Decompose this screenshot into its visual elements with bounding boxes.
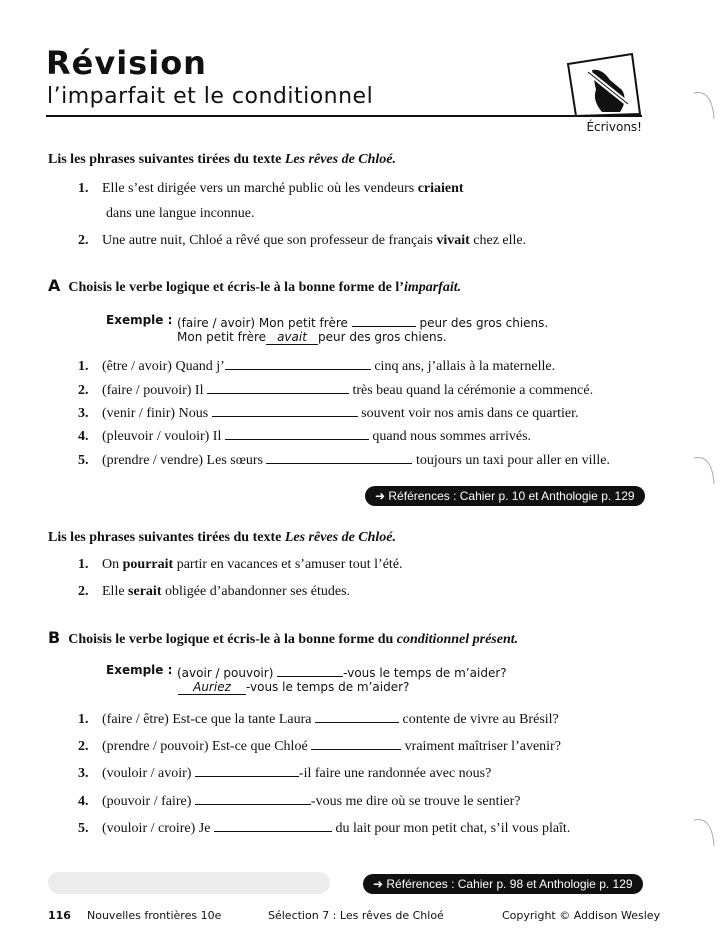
answer-blank[interactable] bbox=[225, 426, 369, 440]
instruction: Lis les phrases suivantes tirées du texte Les rêves de Chloé. bbox=[48, 530, 397, 545]
exercise-item: 4. (pouvoir / faire) -vous me dire où se trouve le sentier? bbox=[78, 791, 520, 811]
exercise-item: 1. (être / avoir) Quand j’ cinq ans, j’allais à la maternelle. bbox=[78, 356, 555, 376]
book-title: Nouvelles frontières 10e bbox=[87, 909, 222, 922]
exercise-item: 2. (prendre / pouvoir) Est-ce que Chloé vraiment maîtriser l’avenir? bbox=[78, 736, 561, 756]
list-item: 1. On pourrait partir en vacances et s’amuser tout l’été. bbox=[78, 557, 403, 572]
answer-blank[interactable] bbox=[195, 791, 311, 805]
writing-hand-icon bbox=[562, 50, 644, 118]
answer-blank[interactable] bbox=[315, 709, 399, 723]
answer-blank[interactable] bbox=[207, 380, 349, 394]
exercise-item: 3. (vouloir / avoir) -il faire une randonnée avec nous? bbox=[78, 763, 491, 783]
section-label: Écrivons! bbox=[586, 120, 642, 134]
exercise-item: 3. (venir / finir) Nous souvent voir nos amis dans ce quartier. bbox=[78, 403, 579, 423]
exercise-item: 5. (vouloir / croire) Je du lait pour mon petit chat, s’il vous plaît. bbox=[78, 818, 570, 838]
faded-banner bbox=[48, 872, 330, 894]
list-item: 1. Elle s’est dirigée vers un marché public où les vendeurs criaient bbox=[78, 181, 464, 196]
binder-hole-mark bbox=[690, 450, 720, 490]
example-line: (avoir / pouvoir) -vous le temps de m’aider? bbox=[177, 663, 507, 680]
references-badge: ➜ Références : Cahier p. 98 et Anthologie p. 129 bbox=[363, 874, 643, 894]
references-badge: ➜ Références : Cahier p. 10 et Anthologie p. 129 bbox=[365, 486, 645, 506]
page-title: Révision bbox=[46, 44, 207, 82]
section-b-heading: B Choisis le verbe logique et écris-le à la bonne forme du conditionnel présent. bbox=[48, 628, 519, 647]
answer-blank[interactable] bbox=[195, 763, 299, 777]
exercise-item: 5. (prendre / vendre) Les sœurs toujours un taxi pour aller en ville. bbox=[78, 450, 610, 470]
selection-title: Sélection 7 : Les rêves de Chloé bbox=[268, 909, 444, 922]
binder-hole-mark bbox=[690, 85, 720, 125]
example-answer-line: Auriez -vous le temps de m’aider? bbox=[178, 680, 409, 695]
binder-hole-mark bbox=[690, 812, 720, 852]
list-item: 2. Elle serait obligée d’abandonner ses études. bbox=[78, 584, 351, 599]
page-subtitle: l’imparfait et le conditionnel bbox=[47, 84, 374, 109]
answer-blank[interactable] bbox=[214, 818, 332, 832]
answer-blank[interactable] bbox=[311, 736, 401, 750]
list-item-continuation: dans une langue inconnue. bbox=[106, 206, 255, 221]
example-label: Exemple : bbox=[106, 663, 173, 677]
list-item: 2. Une autre nuit, Chloé a rêvé que son professeur de français vivait chez elle. bbox=[78, 233, 527, 248]
answer-blank[interactable] bbox=[212, 403, 358, 417]
exercise-item: 4. (pleuvoir / vouloir) Il quand nous sommes arrivés. bbox=[78, 426, 531, 446]
exercise-item: 2. (faire / pouvoir) Il très beau quand la cérémonie a commencé. bbox=[78, 380, 593, 400]
exercise-item: 1. (faire / être) Est-ce que la tante Laura contente de vivre au Brésil? bbox=[78, 709, 559, 729]
example-answer-line: Mon petit frère avait peur des gros chiens. bbox=[177, 330, 447, 344]
example-label: Exemple : bbox=[106, 313, 173, 327]
copyright: Copyright © Addison Wesley bbox=[502, 909, 661, 922]
page-number: 116 bbox=[48, 909, 71, 922]
example-line: (faire / avoir) Mon petit frère peur des gros chiens. bbox=[177, 313, 548, 330]
instruction: Lis les phrases suivantes tirées du texte Les rêves de Chloé. bbox=[48, 152, 397, 167]
title-rule bbox=[46, 115, 642, 117]
section-a-heading: A Choisis le verbe logique et écris-le à la bonne forme de l’imparfait. bbox=[48, 276, 462, 295]
answer-blank[interactable] bbox=[225, 356, 371, 370]
answer-blank[interactable] bbox=[266, 450, 412, 464]
